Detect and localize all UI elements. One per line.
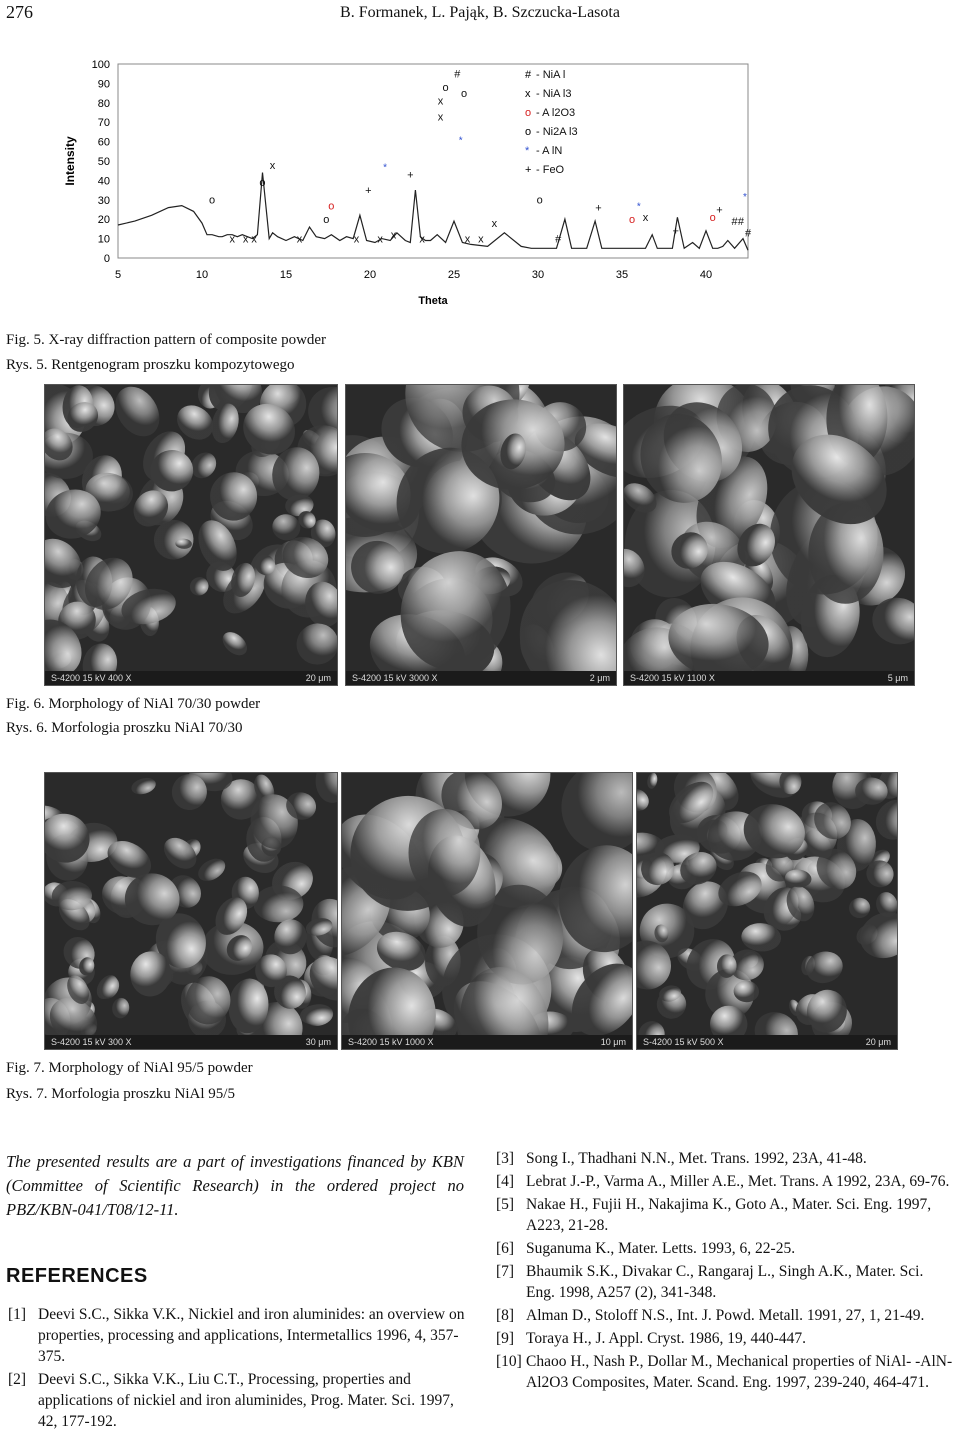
x-tick-label: 10 <box>195 269 209 281</box>
peak-marker: x <box>269 159 276 172</box>
sem-image-fig6-a <box>44 384 338 686</box>
x-axis-title: Theta <box>418 295 448 307</box>
peak-marker: x <box>296 233 303 246</box>
sem-instrument-label: S-4200 15 kV 1000 X <box>348 1037 434 1047</box>
peak-marker: o <box>259 177 266 190</box>
peak-marker: o <box>536 194 543 207</box>
xrd-chart <box>60 48 760 328</box>
sem-scale-label: 5 μm <box>887 673 908 683</box>
sem-scale-label: 20 μm <box>865 1037 891 1047</box>
peak-marker: o <box>442 82 449 95</box>
reference-text: Toraya H., J. Appl. Cryst. 1986, 19, 440-447. <box>526 1330 807 1347</box>
y-tick-label: 80 <box>97 97 110 110</box>
y-tick-label: 0 <box>103 253 110 265</box>
reference-item <box>496 1305 954 1326</box>
y-tick-label: 10 <box>97 233 110 246</box>
peak-marker: x <box>642 212 649 225</box>
sem-micrograph <box>45 773 337 1035</box>
y-tick-label: 40 <box>97 175 110 188</box>
fig6-caption-en: Fig. 6. Morphology of NiAl 70/30 powder <box>6 696 261 712</box>
reference-number: [6] <box>496 1240 515 1257</box>
y-tick-label: 20 <box>97 214 110 227</box>
reference-item <box>8 1369 466 1432</box>
y-tick-label: 100 <box>91 59 110 71</box>
sem-micrograph <box>624 385 914 671</box>
reference-item <box>496 1238 954 1259</box>
legend-label: - NiA l3 <box>536 88 572 100</box>
peak-marker: # <box>731 216 738 229</box>
peak-marker: x <box>229 233 235 246</box>
peak-marker: # <box>555 233 562 246</box>
legend-label: - A lN <box>536 145 563 157</box>
legend-label: - Ni2A l3 <box>536 126 578 138</box>
reference-text: Nakae H., Fujii H., Nakajima K., Goto A., Mater. Sci. Eng. 1997, A223, 21-28. <box>526 1196 932 1234</box>
reference-text: Alman D., Stoloff N.S., Int. J. Powd. Metall. 1991, 27, 1, 21-49. <box>526 1307 925 1324</box>
y-axis-title: Intensity <box>63 136 77 186</box>
reference-item <box>496 1148 954 1169</box>
x-tick-label: 20 <box>363 269 377 281</box>
reference-number: [4] <box>496 1173 515 1190</box>
sem-info-bar <box>624 671 914 685</box>
fig5-caption-en: Fig. 5. X-ray diffraction pattern of composite powder <box>6 332 327 348</box>
peak-marker: x <box>242 233 249 246</box>
sem-info-bar <box>637 1035 897 1049</box>
x-tick-label: 25 <box>447 269 461 281</box>
peak-marker: o <box>629 214 636 227</box>
peak-marker: o <box>328 200 335 213</box>
peak-marker: # <box>744 227 752 240</box>
sem-scale-label: 10 μm <box>600 1037 626 1047</box>
peak-marker: x <box>464 233 471 246</box>
legend-label: - FeO <box>536 164 565 176</box>
peak-marker: x <box>478 233 484 246</box>
sem-image-fig7-b <box>341 772 633 1050</box>
sem-info-bar <box>342 1035 632 1049</box>
reference-text: Chaoo H., Nash P., Dollar M., Mechanical properties of NiAl- -AlN-Al2O3 Composites, Mater. Scand. Eng. 1997, 239-240, 464-471. <box>526 1353 953 1391</box>
sem-image-fig7-a <box>44 772 338 1050</box>
peak-marker: + <box>672 225 679 238</box>
reference-number: [2] <box>8 1371 27 1388</box>
reference-text: Lebrat J.-P., Varma A., Miller A.E., Met. Trans. A 1992, 23A, 69-76. <box>526 1173 950 1190</box>
peak-marker: + <box>365 184 372 197</box>
references-right-column <box>496 1148 954 1395</box>
sem-image-fig7-c <box>636 772 898 1050</box>
peak-marker: x <box>390 229 397 242</box>
peak-marker: # <box>737 216 745 229</box>
peak-marker: # <box>454 68 461 81</box>
reference-number: [10] <box>496 1353 522 1370</box>
sem-scale-label: 2 μm <box>589 673 610 683</box>
reference-item <box>496 1194 954 1236</box>
x-tick-label: 30 <box>531 269 545 281</box>
sem-instrument-label: S-4200 15 kV 500 X <box>643 1037 724 1047</box>
peak-marker: + <box>407 169 414 182</box>
peak-marker: o <box>209 194 216 207</box>
sem-micrograph <box>342 773 632 1035</box>
peak-marker: x <box>419 233 425 246</box>
fig7-caption-en: Fig. 7. Morphology of NiAl 95/5 powder <box>6 1060 253 1076</box>
legend-symbol: o <box>525 126 532 138</box>
peak-marker: * <box>636 201 641 213</box>
reference-text: Deevi S.C., Sikka V.K., Liu C.T., Processing, properties and applications of nickiel and iron aluminides, Prog. Mater. Sci. 1997, 42, 177-192. <box>38 1371 454 1430</box>
x-tick-label: 35 <box>615 269 629 281</box>
sem-info-bar <box>45 1035 337 1049</box>
references-left-column <box>8 1304 466 1434</box>
peak-marker: x <box>491 217 498 230</box>
references-heading: REFERENCES <box>6 1265 148 1287</box>
fig6-caption-pl: Rys. 6. Morfologia proszku NiAl 70/30 <box>6 720 243 736</box>
peak-marker: o <box>709 212 716 225</box>
sem-micrograph <box>45 385 337 671</box>
peak-marker: + <box>716 204 723 217</box>
fig7-caption-pl: Rys. 7. Morfologia proszku NiAl 95/5 <box>6 1086 235 1102</box>
reference-item <box>496 1351 954 1393</box>
y-tick-label: 90 <box>97 78 110 91</box>
x-tick-label: 40 <box>699 269 713 281</box>
legend-symbol: x <box>525 88 531 100</box>
page-number: 276 <box>6 2 33 22</box>
sem-info-bar <box>45 671 337 685</box>
peak-marker: o <box>461 87 468 100</box>
reference-item <box>8 1304 466 1367</box>
reference-number: [7] <box>496 1263 515 1280</box>
y-tick-label: 70 <box>97 117 110 130</box>
peak-marker: * <box>383 162 388 174</box>
sem-scale-label: 30 μm <box>305 1037 331 1047</box>
fig5-caption-pl: Rys. 5. Rentgenogram proszku kompozytowego <box>6 357 295 373</box>
peak-marker: x <box>251 233 257 246</box>
reference-item <box>496 1328 954 1349</box>
reference-text: Suganuma K., Mater. Letts. 1993, 6, 22-25. <box>526 1240 796 1257</box>
reference-number: [3] <box>496 1150 515 1167</box>
sem-instrument-label: S-4200 15 kV 3000 X <box>352 673 438 683</box>
plot-area <box>118 64 748 258</box>
sem-instrument-label: S-4200 15 kV 1100 X <box>630 673 715 683</box>
reference-number: [1] <box>8 1306 27 1323</box>
y-tick-label: 30 <box>97 194 110 207</box>
legend-symbol: * <box>525 145 530 157</box>
xrd-chart-svg <box>60 48 760 328</box>
acknowledgement-text: The presented results are a part of investigations financed by KBN (Committee of Scientific Research) in the ordered project no PBZ/KBN-041/T08/12-11. <box>6 1152 464 1219</box>
reference-text: Song I., Thadhani N.N., Met. Trans. 1992, 23A, 41-48. <box>526 1150 867 1167</box>
sem-micrograph <box>637 773 897 1035</box>
reference-number: [5] <box>496 1196 515 1213</box>
peak-marker: x <box>353 233 360 246</box>
legend-symbol: o <box>525 107 532 119</box>
x-tick-label: 15 <box>279 269 293 281</box>
reference-text: Bhaumik S.K., Divakar C., Rangaraj L., Singh A.K., Mater. Sci. Eng. 1998, A257 (2), 341-348. <box>526 1263 924 1301</box>
reference-number: [8] <box>496 1307 515 1324</box>
legend-label: - NiA l <box>536 69 566 81</box>
peak-marker: x <box>437 95 444 108</box>
legend-label: - A l2O3 <box>536 107 576 119</box>
peak-marker: o <box>323 214 330 227</box>
reference-item <box>496 1261 954 1303</box>
peak-marker: * <box>743 191 747 203</box>
peak-marker: x <box>377 233 383 246</box>
sem-image-fig6-c <box>623 384 915 686</box>
legend-symbol: + <box>525 164 532 176</box>
sem-instrument-label: S-4200 15 kV 400 X <box>51 673 132 683</box>
sem-info-bar <box>346 671 616 685</box>
page-header <box>0 0 960 36</box>
peak-marker: + <box>595 202 602 215</box>
sem-instrument-label: S-4200 15 kV 300 X <box>51 1037 132 1047</box>
reference-item <box>496 1171 954 1192</box>
peak-marker: x <box>437 111 444 124</box>
running-head-authors: B. Formanek, L. Pająk, B. Szczucka-Lasota <box>340 4 620 21</box>
sem-micrograph <box>346 385 616 671</box>
y-tick-label: 60 <box>97 136 110 149</box>
x-tick-label: 5 <box>114 269 122 281</box>
y-tick-label: 50 <box>97 156 110 168</box>
sem-scale-label: 20 μm <box>305 673 331 683</box>
reference-text: Deevi S.C., Sikka V.K., Nickiel and iron aluminides: an overview on properties, processing and applications, Intermetallics 1996, 4, 357-375. <box>38 1306 465 1365</box>
legend-symbol: # <box>525 69 532 81</box>
reference-number: [9] <box>496 1330 515 1347</box>
sem-image-fig6-b <box>345 384 617 686</box>
peak-marker: * <box>458 135 463 147</box>
